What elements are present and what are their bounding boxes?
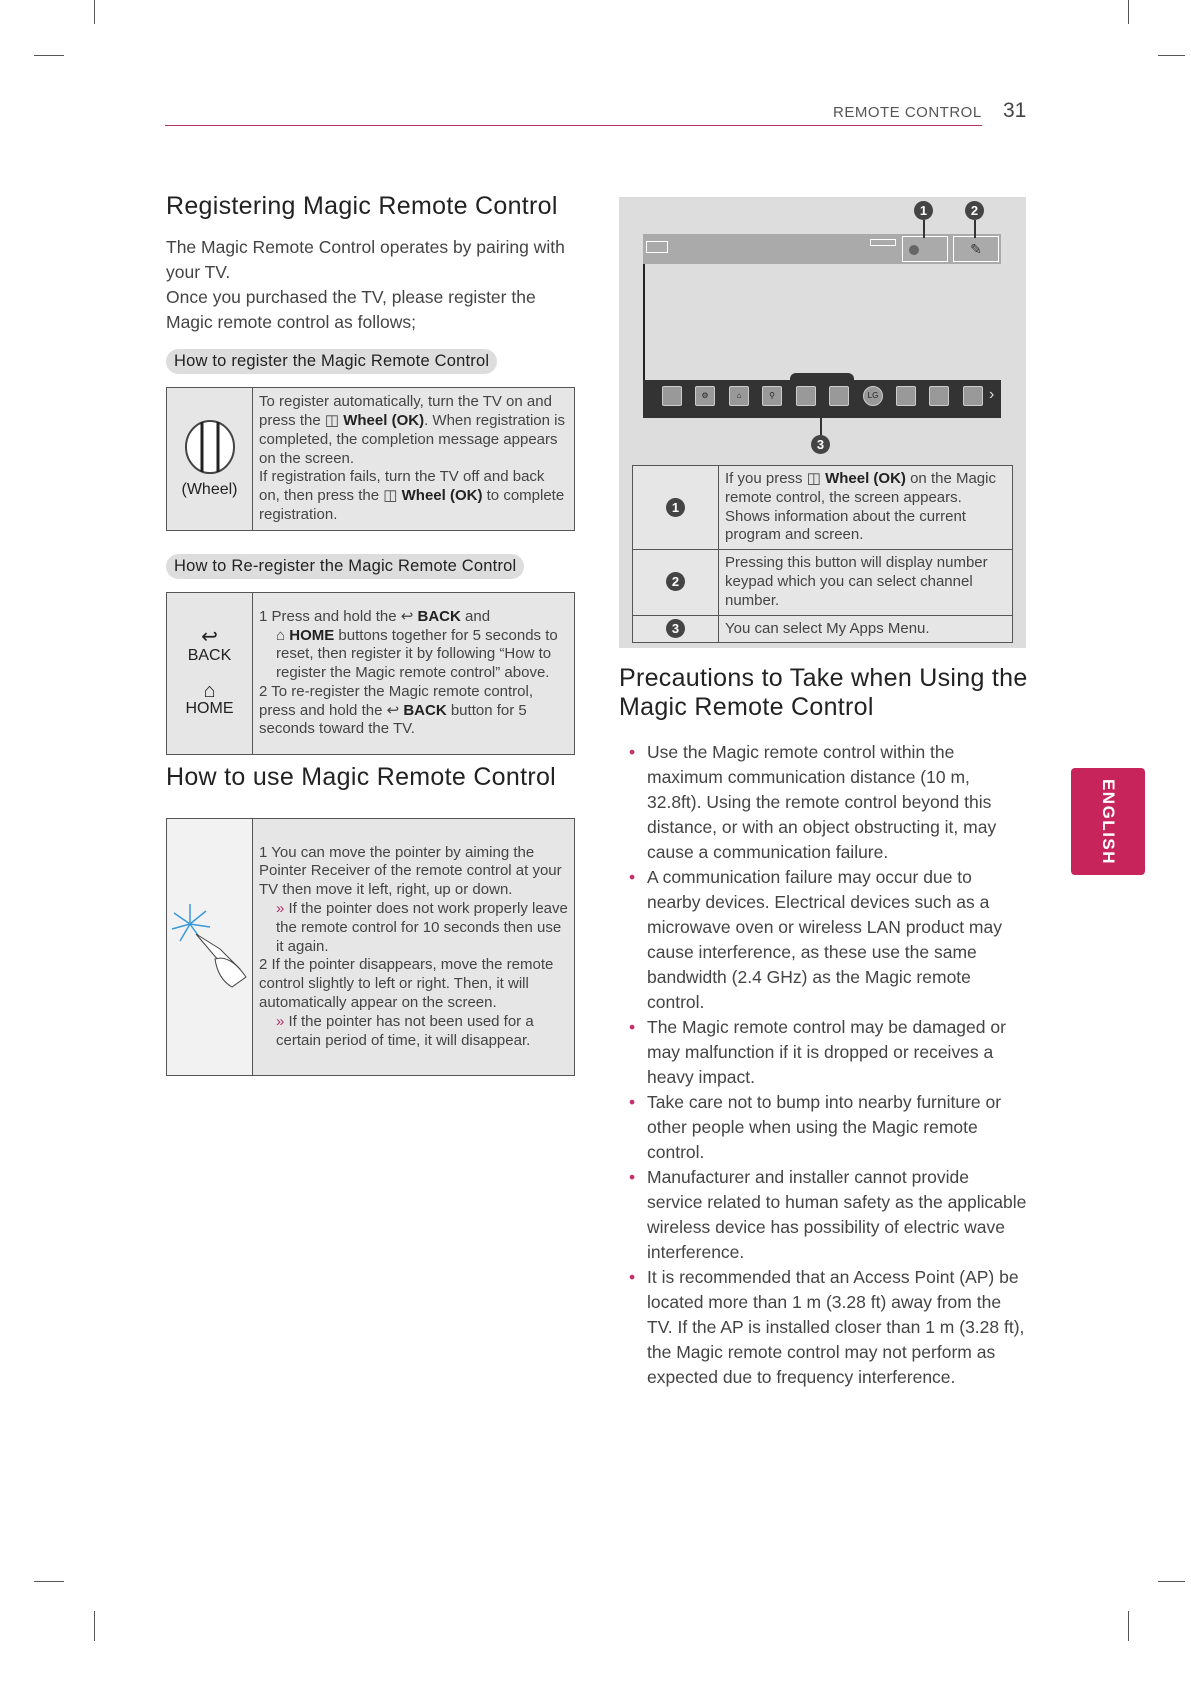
crop-mark <box>94 0 95 24</box>
text: buttons together for 5 seconds to reset, then register it by following “How to register the Magic remote control” above. <box>276 626 558 682</box>
crop-mark <box>1158 55 1185 56</box>
text: button for 5 seconds toward the TV. <box>259 701 527 738</box>
callout-2: 2 <box>965 201 984 220</box>
row-text: Pressing this button will display number keypad which you can select channel number. <box>719 550 1013 615</box>
callout-3: 3 <box>811 435 830 454</box>
text: to complete registration. <box>259 487 565 523</box>
app-settings-icon: ⚙ <box>695 386 715 406</box>
list-item: • The Magic remote control may be damaged or may malfunction if it is dropped or receives a heavy impact. <box>619 1015 1029 1090</box>
app-lg-icon: LG <box>863 386 883 406</box>
app-more-icon <box>963 386 983 406</box>
wheel-ok-label: Wheel (OK) <box>343 412 425 429</box>
text: 1 Press and hold the <box>259 607 397 625</box>
app-home-icon: ⌂ <box>729 386 749 406</box>
wheel-ok-label: Wheel (OK) <box>825 470 906 487</box>
wheel-icon: ◫ <box>806 470 821 487</box>
wheel-cell <box>167 388 253 531</box>
pointing-remote-icon <box>170 899 250 989</box>
text: If you press <box>725 470 803 487</box>
text: If registration fails, turn the TV off and back on, then press the <box>259 468 545 505</box>
table-row <box>633 466 1013 550</box>
language-tab-label: ENGLISH <box>1099 778 1118 865</box>
callout-table <box>632 465 1013 643</box>
home-label: HOME <box>185 700 234 718</box>
note-mark: » <box>276 900 285 917</box>
use-table <box>166 818 575 1076</box>
note-mark: » <box>276 1012 285 1030</box>
precautions-title: Precautions to Take when Using the Magic Remote Control <box>619 664 1028 721</box>
list-item: • Take care not to bump into nearby furniture or other people when using the Magic remote control. <box>619 1090 1029 1165</box>
reregister-steps: 1 Press and hold the ↩ BACK and ⌂ HOME buttons together for 5 seconds to reset, then register it by following “How to register the Magic remote control” above. 2 To re-register the Magic remote control, press and hold the ↩ BACK button for 5 seconds toward the TV. <box>253 593 575 755</box>
crop-mark <box>34 55 64 56</box>
chevron-right-icon: › <box>989 386 995 403</box>
wheel-description <box>253 388 575 531</box>
note-2: If the pointer has not been used for a certain period of time, it will disappear. <box>276 1012 534 1049</box>
wheel-ok-label: Wheel (OK) <box>401 487 483 505</box>
list-item: • A communication failure may occur due to nearby devices. Electrical devices such as a microwave oven or wireless LAN product may cause interference, as these use the same bandwidth (2.4 GHz) as the Magic remote control. <box>619 865 1029 1015</box>
text: To register automatically, turn the TV on and press the <box>259 393 552 429</box>
page-number: 31 <box>1003 99 1027 122</box>
step-1: 1 You can move the pointer by aiming the Pointer Receiver of the remote control at your TV then move it left, right, up or down. <box>259 843 562 899</box>
callout-line <box>974 220 976 238</box>
app-internet-icon <box>796 386 816 406</box>
section-header: REMOTE CONTROL <box>833 104 982 121</box>
home-icon: ⌂ <box>203 679 216 702</box>
table-row <box>633 615 1013 643</box>
register-title: Registering Magic Remote Control <box>166 192 558 220</box>
list-item: • Use the Magic remote control within the maximum communication distance (10 m, 32.8ft). Using the remote control beyond this distance, or with an object obstructing it, may cause a communication failure. <box>619 740 1029 865</box>
reregister-table <box>166 592 575 755</box>
crop-mark <box>94 1611 95 1641</box>
row-number: 1 <box>666 498 685 517</box>
intro-1: The Magic Remote Control operates by pairing with your TV. <box>166 237 565 282</box>
dock-handle <box>790 373 854 381</box>
use-steps <box>253 819 575 1076</box>
program-info-button <box>902 236 948 262</box>
precautions-section <box>619 664 1029 1390</box>
back-icon: ↩ <box>201 625 218 648</box>
row-number: 3 <box>666 619 685 638</box>
register-table <box>166 387 575 531</box>
step-2: 2 If the pointer disappears, move the remote control slightly to left or right. Then, it will automatically appear on the screen. <box>259 956 554 1011</box>
crop-mark <box>1158 1581 1185 1582</box>
back-home-cell <box>167 593 253 755</box>
back-label: BACK <box>187 646 232 664</box>
table-row <box>633 550 1013 615</box>
wheel-label: (Wheel) <box>181 480 238 498</box>
back-label: BACK <box>403 701 447 719</box>
use-title: How to use Magic Remote Control <box>166 763 557 791</box>
callout-1: 1 <box>914 201 933 220</box>
info-box <box>870 239 896 246</box>
app-search-icon: ⚲ <box>762 386 782 406</box>
register-section <box>166 192 576 1076</box>
list-item: • It is recommended that an Access Point (AP) be located more than 1 m (3.28 ft) away from the TV. If the AP is installed closer than 1 m (3.28 ft), the Magic remote control may not perform as expected due to frequency interference. <box>619 1265 1029 1390</box>
back-label: BACK <box>417 607 461 625</box>
note-1: If the pointer does not work properly leave the remote control for 10 seconds then use it again. <box>276 900 568 955</box>
text: . When registration is completed, the completion message appears on the screen. <box>259 412 565 467</box>
wheel-icon: ◫ <box>324 412 340 429</box>
wheel-icon: ◫ <box>383 487 398 505</box>
list-item: • Manufacturer and installer cannot provide service related to human safety as the applicable wireless device has possibility of electric wave interference. <box>619 1165 1029 1265</box>
language-tab <box>1071 768 1145 875</box>
intro-2: Once you purchased the TV, please register the Magic remote control as follows; <box>166 287 536 332</box>
row-text: You can select My Apps Menu. <box>719 615 1013 643</box>
crop-mark <box>34 1581 64 1582</box>
reregister-heading: How to Re-register the Magic Remote Control <box>166 554 524 579</box>
header-rule <box>165 125 982 126</box>
row-number: 2 <box>666 572 685 591</box>
app-tv-guide-icon <box>896 386 916 406</box>
number-keypad-button: ✎ <box>953 236 999 262</box>
how-register-heading: How to register the Magic Remote Control <box>166 349 497 374</box>
callout-line <box>820 417 822 435</box>
crop-mark <box>1128 1611 1129 1641</box>
channel-box <box>646 241 668 253</box>
wheel-icon <box>184 419 236 475</box>
home-label: HOME <box>289 626 335 644</box>
precautions-list <box>619 740 1029 1390</box>
callout-line <box>923 220 925 238</box>
text: on the Magic remote control, the screen appears. Shows information about the current program and screen. <box>725 470 996 544</box>
crop-mark <box>1128 0 1129 24</box>
text: 2 To re-register the Magic remote control, press and hold the <box>259 682 534 719</box>
text: and <box>465 607 491 625</box>
app-user-guide-icon <box>929 386 949 406</box>
app-input-icon <box>662 386 682 406</box>
pointer-cell <box>167 819 253 1076</box>
app-3d-icon <box>829 386 849 406</box>
